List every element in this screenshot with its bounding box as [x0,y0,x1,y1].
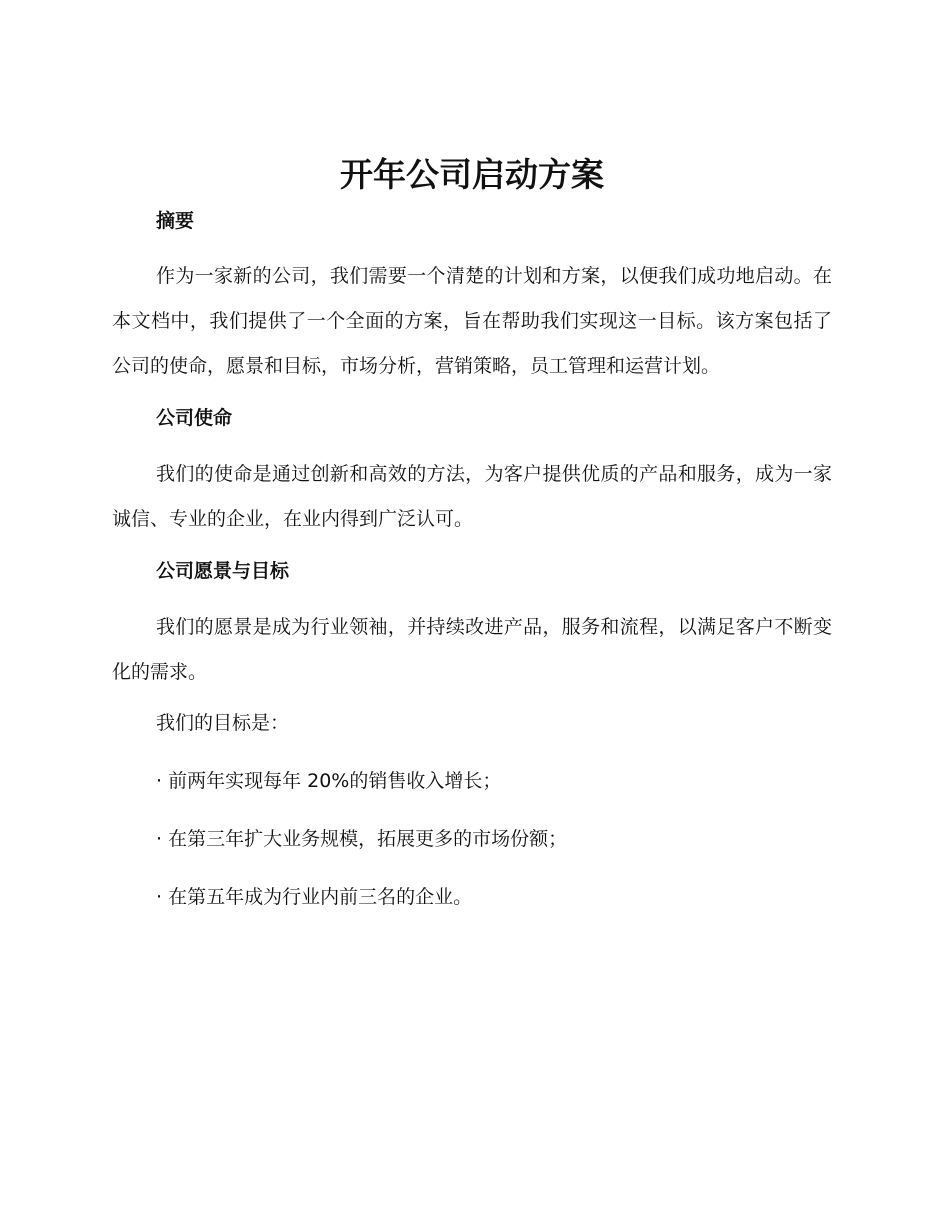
abstract-heading: 摘要 [156,210,195,232]
document-body [112,148,832,912]
mission-paragraph: 我们的使命是通过创新和高效的方法，为客户提供优质的产品和服务，成为一家诚信、专业的企业，在业内得到广泛认可。 [112,463,832,530]
vision-heading: 公司愿景与目标 [156,560,290,582]
goals-list [112,766,832,912]
document-title: 开年公司启动方案 [340,155,604,194]
vision-paragraph: 我们的愿景是成为行业领袖，并持续改进产品，服务和流程，以满足客户不断变化的需求。 [112,616,832,683]
goal-item: · 在第五年成为行业内前三名的企业。 [156,886,473,908]
mission-heading: 公司使命 [156,407,233,429]
abstract-paragraph: 作为一家新的公司，我们需要一个清楚的计划和方案，以便我们成功地启动。在本文档中，我们提供了一个全面的方案，旨在帮助我们实现这一目标。该方案包括了公司的使命，愿景和目标，市场分析，营销策略，员工管理和运营计划。 [112,265,832,377]
goals-intro: 我们的目标是： [156,712,290,734]
goal-item: · 前两年实现每年 20%的销售收入增长； [156,770,502,792]
goal-item: · 在第三年扩大业务规模，拓展更多的市场份额； [156,828,568,850]
